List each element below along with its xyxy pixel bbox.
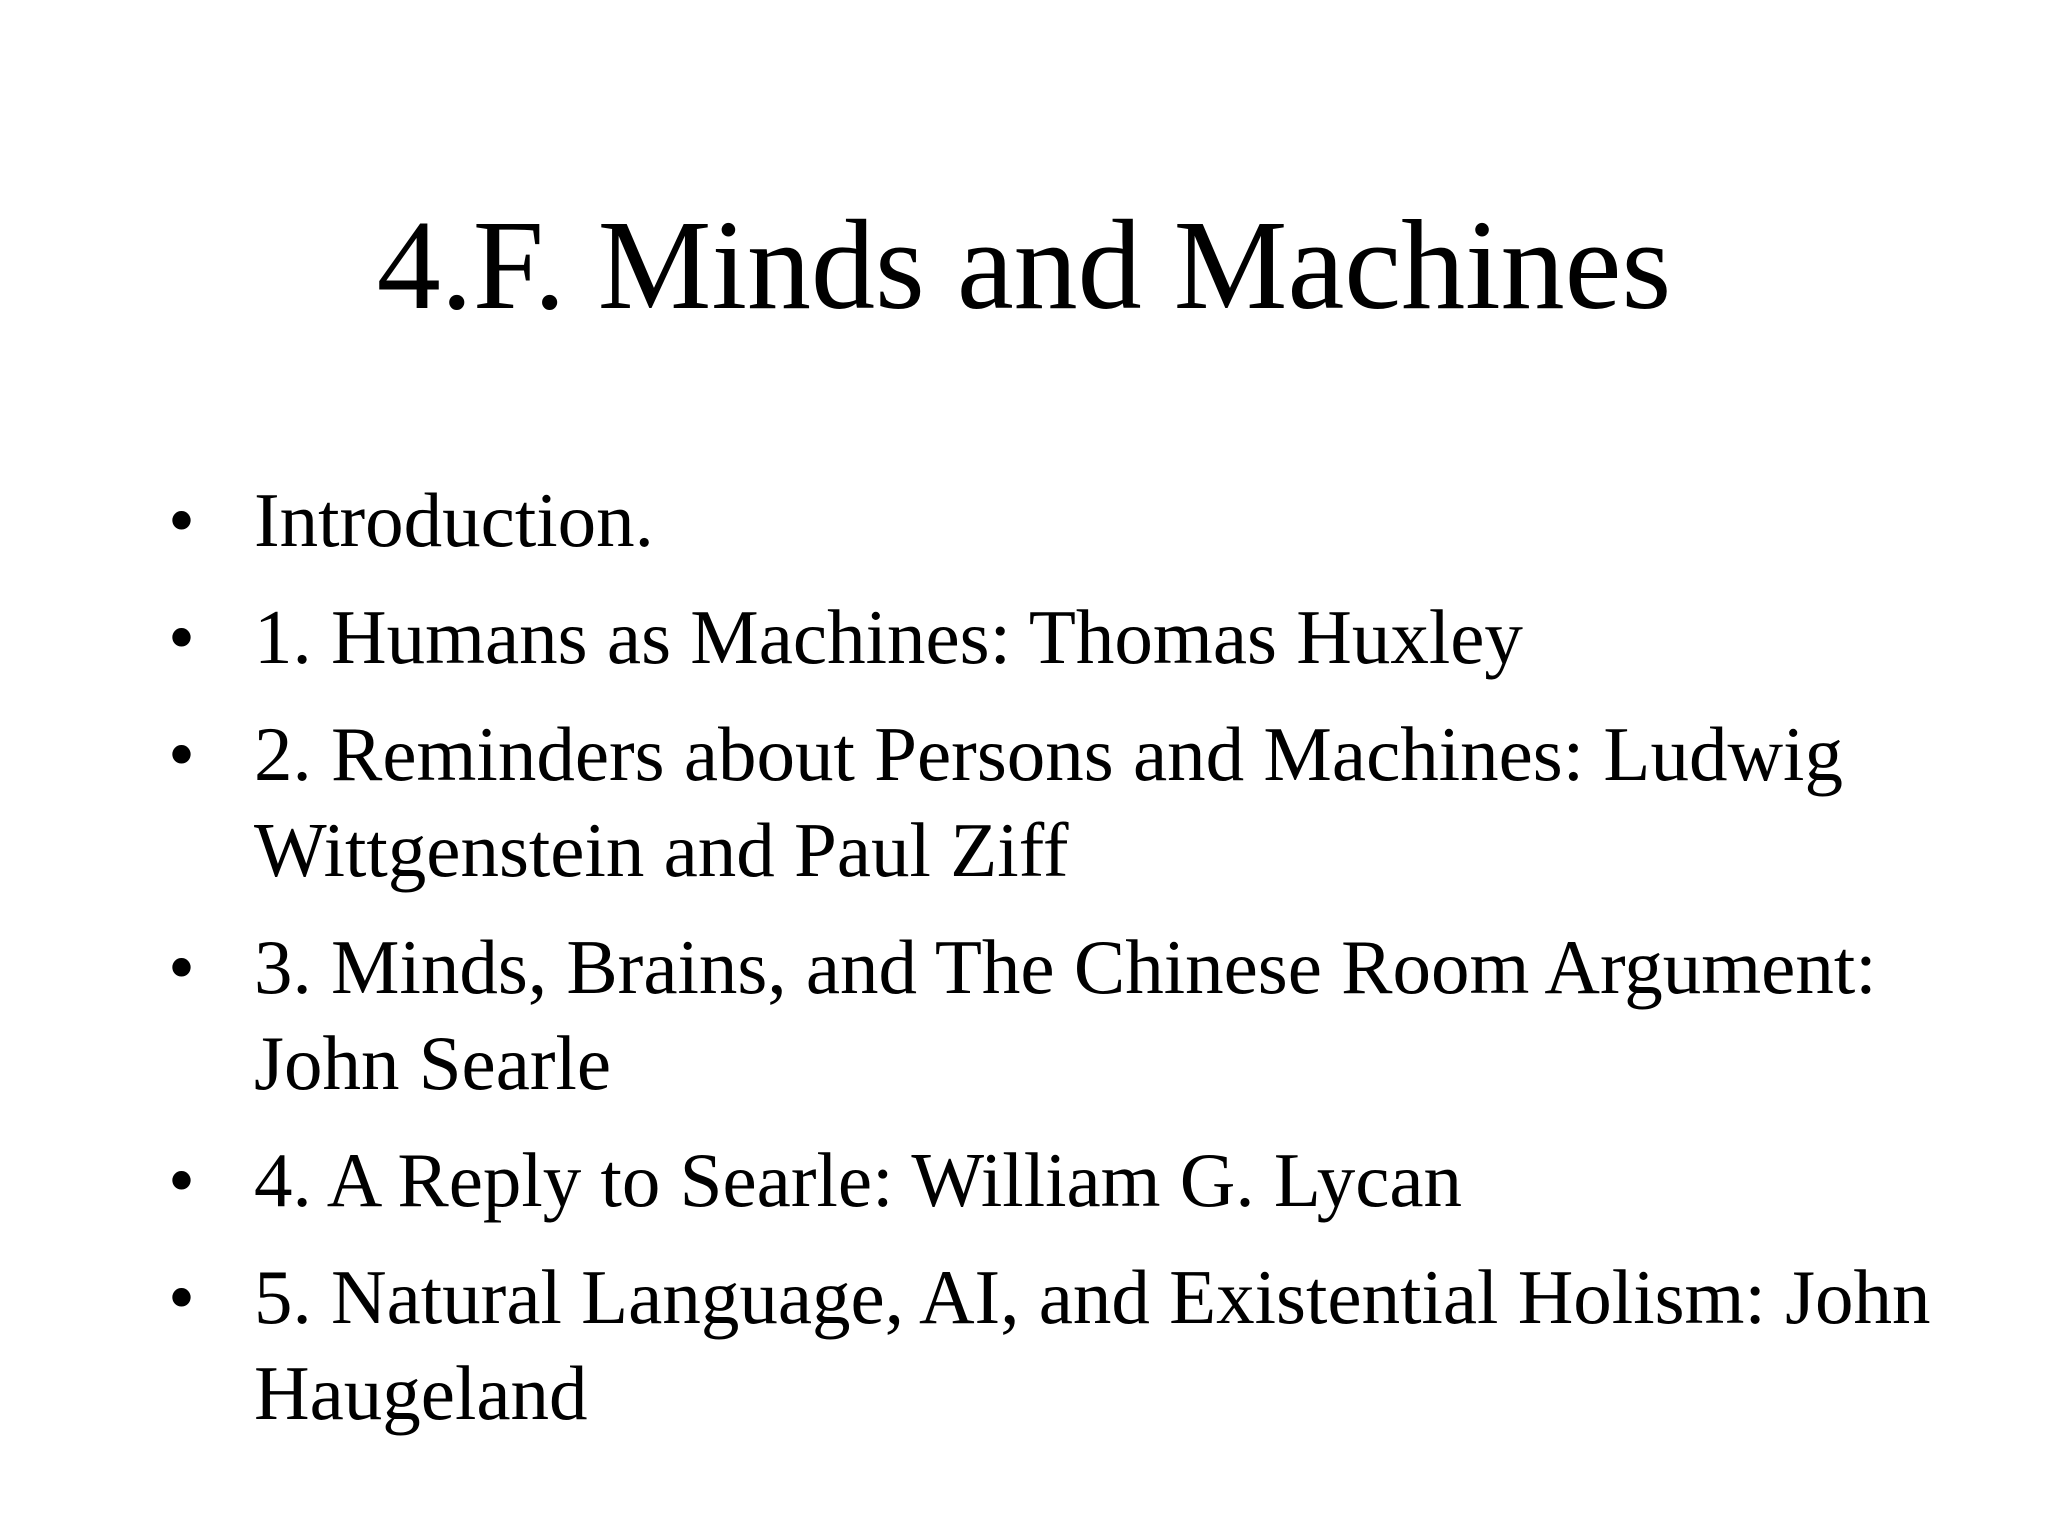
list-item [168,589,1968,685]
list-item-text: Introduction. [254,477,654,563]
list-item-text: 4. A Reply to Searle: William G. Lycan [254,1137,1463,1223]
slide-title: 4.F. Minds and Machines [376,194,1672,336]
list-item [168,919,1968,1111]
list-item [168,1249,1968,1441]
bullet-icon: • [168,1254,195,1340]
bullet-icon: • [168,477,195,563]
list-item [168,472,1968,568]
list-item [168,1132,1968,1228]
bullet-icon: • [168,1137,195,1223]
list-item-text: 5. Natural Language, AI, and Existential Holism: John Haugeland [254,1254,1931,1436]
list-item-text: 1. Humans as Machines: Thomas Huxley [254,594,1523,680]
list-item [168,706,1968,898]
list-item-text: 2. Reminders about Persons and Machines: Ludwig Wittgenstein and Paul Ziff [254,711,1843,893]
list-item-text: 3. Minds, Brains, and The Chinese Room Argument: John Searle [254,924,1877,1106]
bullet-icon: • [168,711,195,797]
bullet-list [168,472,1968,1462]
bullet-icon: • [168,924,195,1010]
bullet-icon: • [168,594,195,680]
